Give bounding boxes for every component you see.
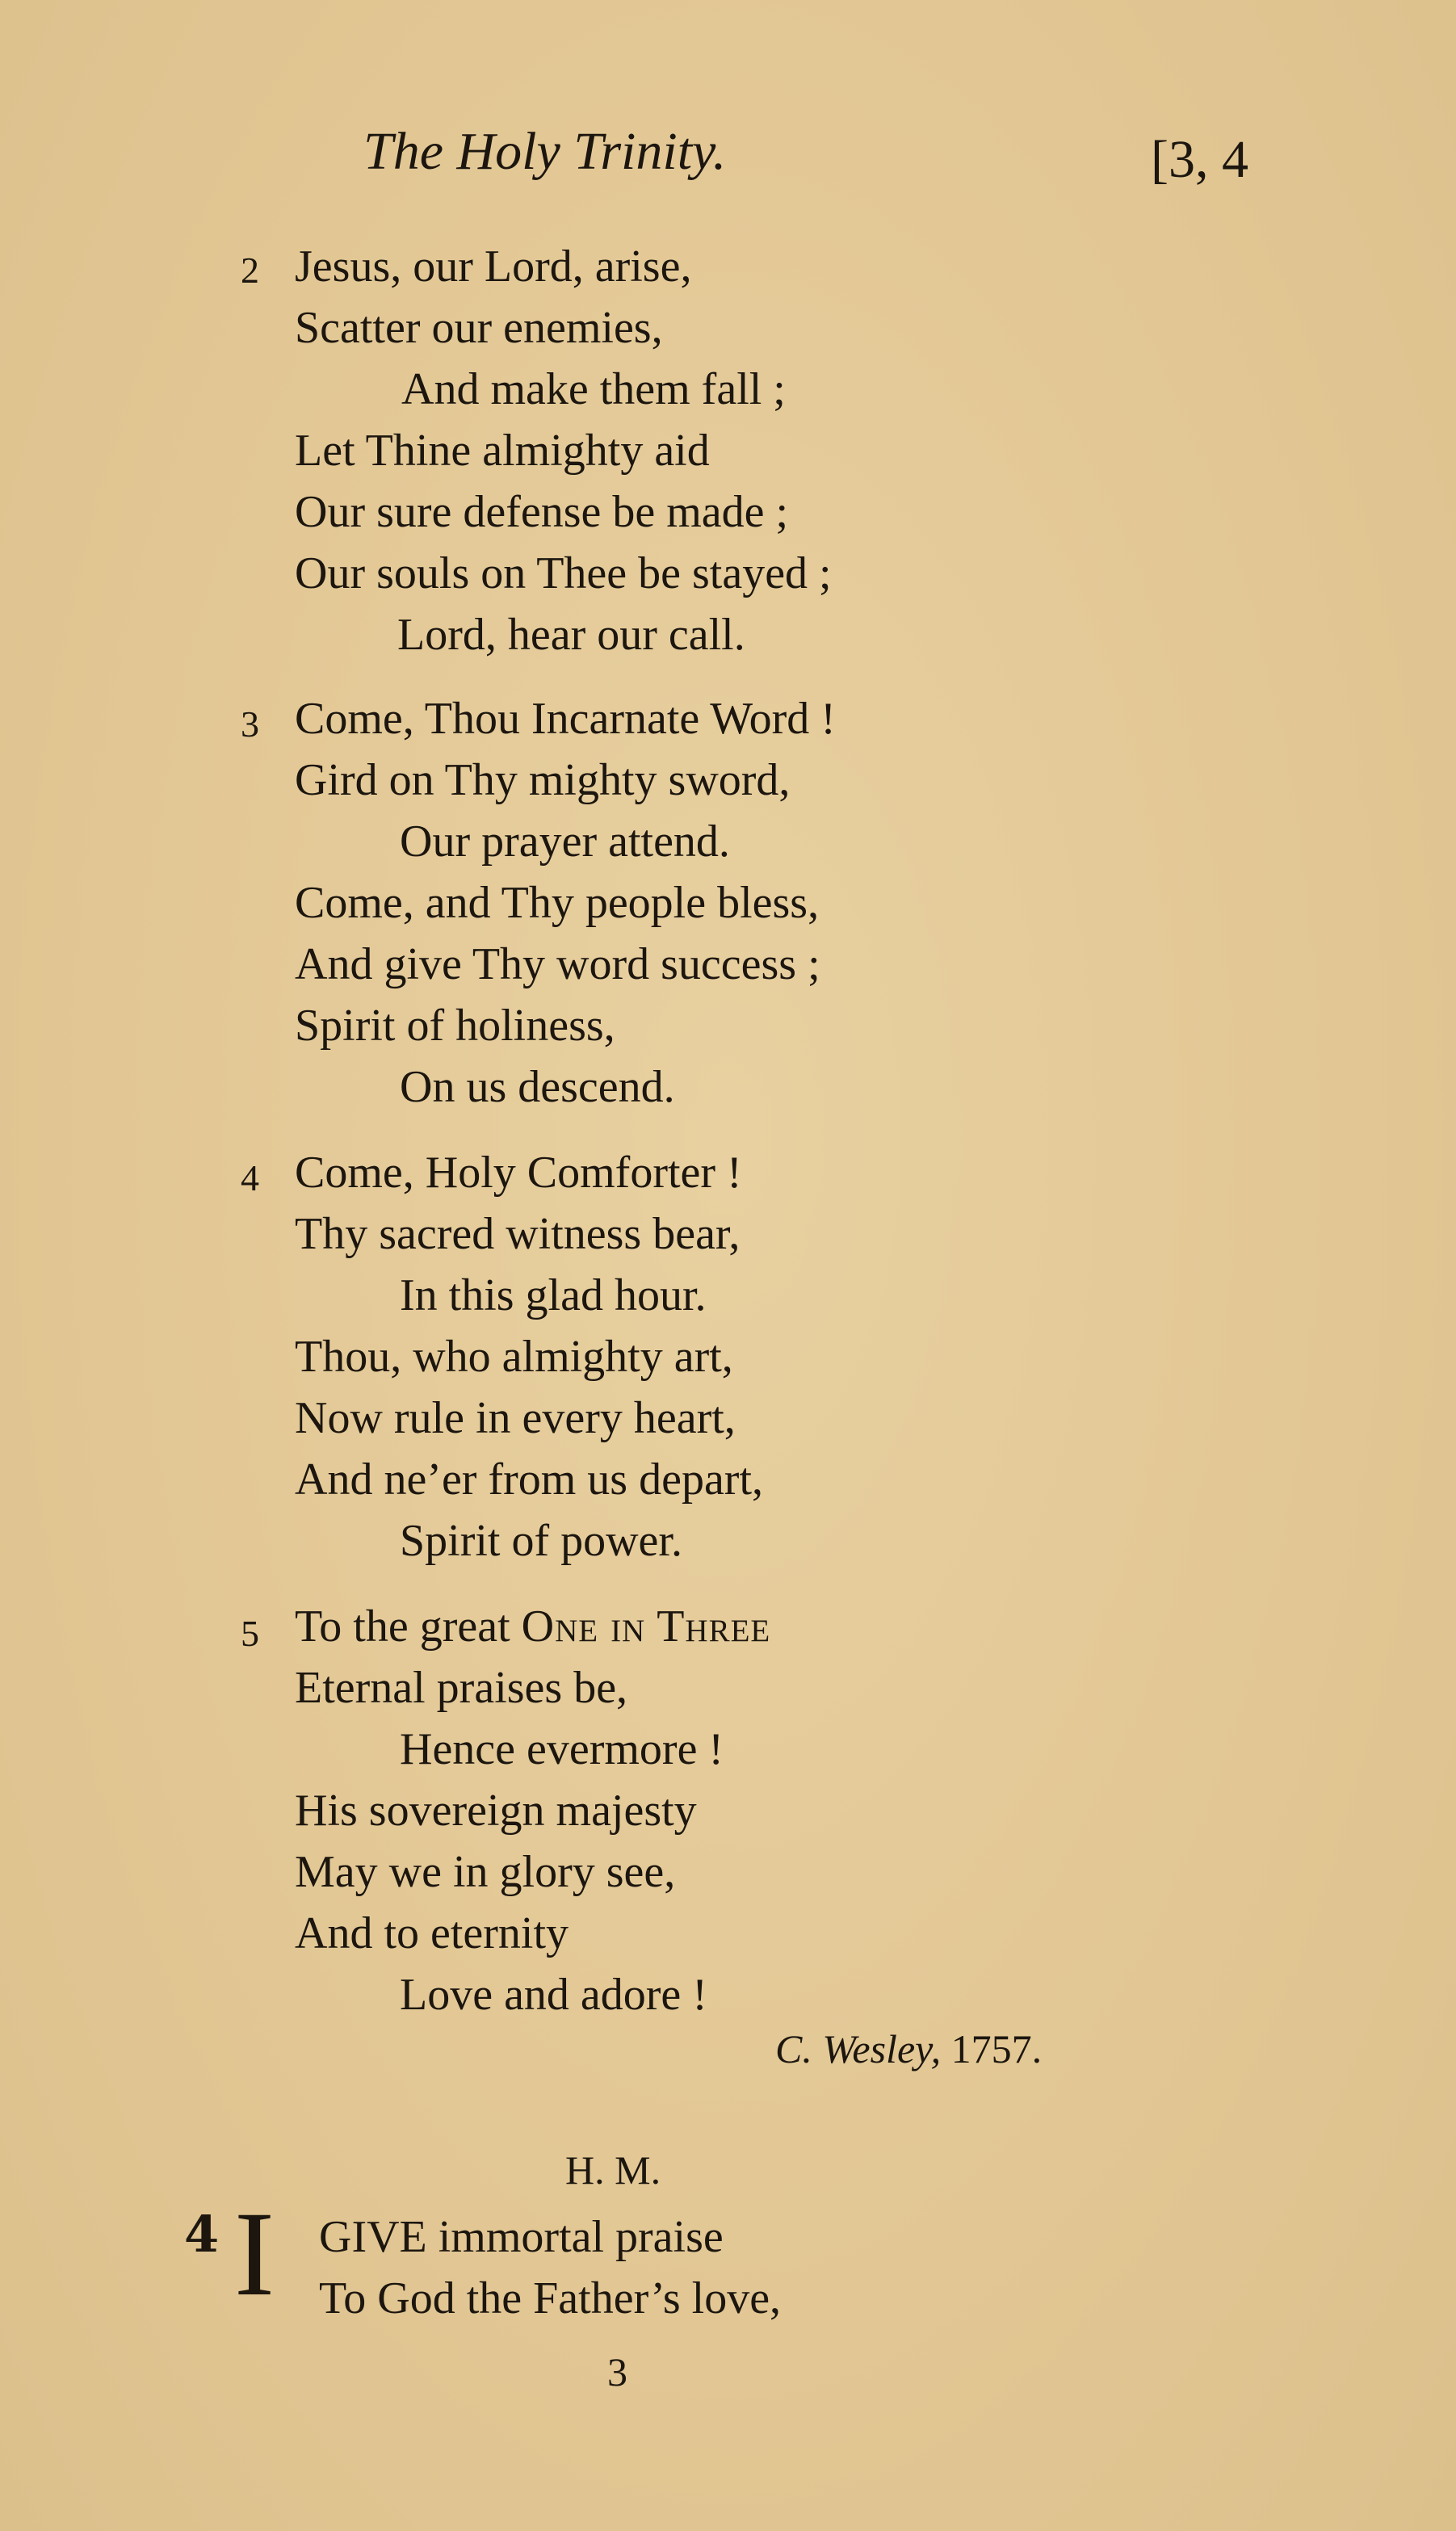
verse-line: May we in glory see, <box>295 1847 676 1897</box>
author-year: 1757. <box>950 2026 1043 2071</box>
stanza-number: 2 <box>241 250 259 291</box>
verse-line: Come, Thou Incarnate Word ! <box>295 694 836 744</box>
verse-line: Our souls on Thee be stayed ; <box>295 548 832 598</box>
drop-cap: I <box>234 2187 275 2321</box>
verse-line: Spirit of power. <box>400 1516 682 1566</box>
author-name: C. Wesley, <box>775 2026 942 2071</box>
verse-line: And to eternity <box>295 1908 569 1958</box>
verse-line: Jesus, our Lord, arise, <box>295 241 692 292</box>
verse-line: Love and adore ! <box>400 1970 707 2020</box>
running-header-title: The Holy Trinity. <box>363 122 727 181</box>
verse-line: Come, Holy Comforter ! <box>295 1148 742 1198</box>
verse-line: Our prayer attend. <box>400 816 730 867</box>
verse-line-emphasis: One in Three <box>521 1601 771 1652</box>
verse-line: And ne’er from us depart, <box>295 1454 764 1505</box>
verse-line: Thou, who almighty art, <box>295 1332 733 1382</box>
verse-line: Our sure defense be made ; <box>295 487 789 537</box>
verse-line: Gird on Thy mighty sword, <box>295 755 791 805</box>
stanza-number: 5 <box>241 1613 259 1654</box>
stanza-number: 3 <box>241 703 259 745</box>
verse-line: Come, and Thy people bless, <box>295 878 820 928</box>
author-attribution <box>775 2025 1042 2072</box>
verse-line: Spirit of holiness, <box>295 1001 615 1051</box>
verse-line: And give Thy word success ; <box>295 939 820 989</box>
verse-line: Eternal praises be, <box>295 1663 628 1713</box>
hymn-number: 4 <box>184 2205 220 2264</box>
verse-line: On us descend. <box>400 1062 675 1112</box>
verse-line: And make them fall ; <box>401 364 786 414</box>
verse-line-first <box>295 1596 770 1657</box>
verse-line: Let Thine almighty aid <box>295 426 710 476</box>
verse-line: Scatter our enemies, <box>295 303 663 353</box>
page-number: 3 <box>607 2349 627 2395</box>
verse-line: His sovereign majesty <box>295 1786 697 1836</box>
verse-line: Thy sacred witness bear, <box>295 1209 741 1259</box>
meter-label: H. M. <box>565 2147 661 2193</box>
verse-line: Lord, hear our call. <box>397 610 745 660</box>
stanza-number: 4 <box>241 1157 259 1198</box>
verse-line: GIVE immortal praise <box>319 2212 724 2262</box>
verse-line: In this glad hour. <box>400 1270 707 1320</box>
verse-line: Now rule in every heart, <box>295 1393 736 1443</box>
running-header-hymn-range: [3, 4 <box>1151 130 1248 189</box>
verse-line: To God the Father’s love, <box>319 2273 782 2323</box>
verse-line-prefix: To the great <box>295 1601 522 1652</box>
verse-line: Hence evermore ! <box>400 1724 724 1774</box>
